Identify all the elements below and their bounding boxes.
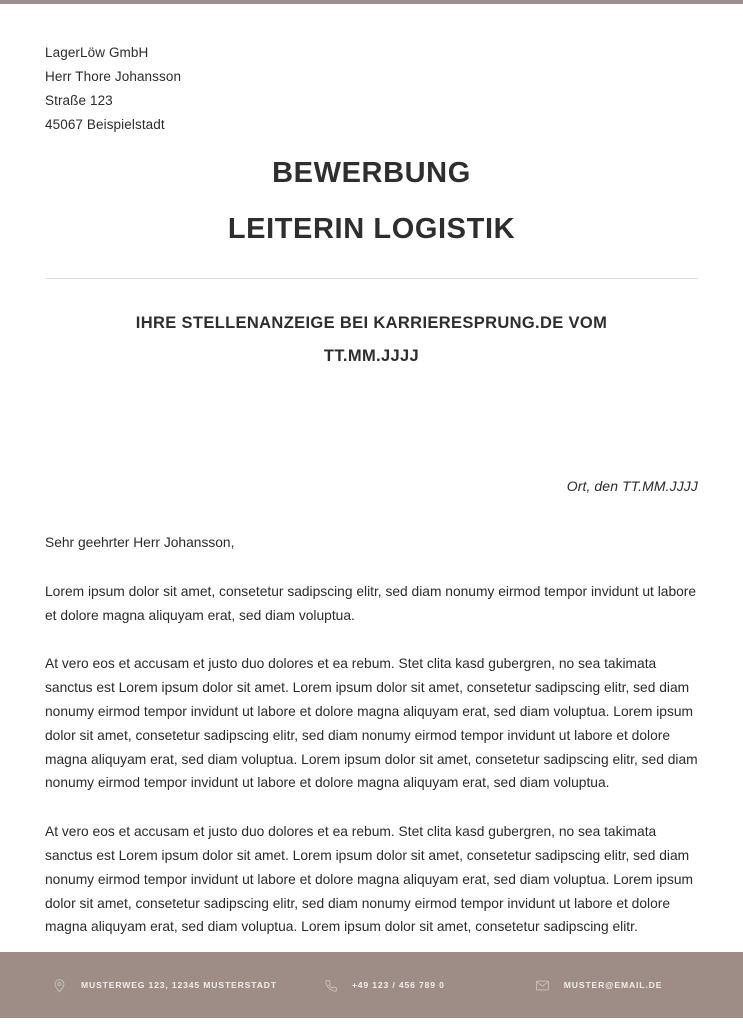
footer-address-text: MUSTERWEG 123, 12345 MUSTERSTADT [81, 980, 277, 990]
footer-email-item [535, 978, 662, 993]
footer-contact-bar [0, 952, 743, 1018]
headline-secondary: LEITERIN LOGISTIK [227, 213, 516, 245]
recipient-street: Straße 123 [45, 93, 113, 108]
subject-block [45, 307, 698, 373]
subject-line-1: IHRE STELLENANZEIGE BEI KARRIERESPRUNG.DE VOM [135, 314, 608, 332]
place-and-date: Ort, den TT.MM.JJJJ [566, 478, 698, 494]
location-pin-icon [52, 978, 67, 993]
footer-phone-text: +49 123 / 456 789 0 [351, 980, 445, 990]
letter-body [45, 531, 698, 939]
headline-divider [45, 278, 698, 279]
headline-primary: BEWERBUNG [272, 157, 471, 189]
body-paragraph: At vero eos et accusam et justo duo dolores et ea rebum. Stet clita kasd gubergren, no sea takimata sanctus est Lorem ipsum dolor sit amet. Lorem ipsum dolor sit amet, consetetur sadipscing elitr, sed diam nonumy eirmod tempor invidunt ut labore et dolore magna aliquyam erat, sed diam voluptua. Lorem ipsum dolor sit amet, consetetur sadipscing elitr, sed diam nonumy eirmod tempor invidunt ut labore et dolore magna aliquyam erat, sed diam voluptua. Lorem ipsum dolor sit amet, consetetur sadipscing elitr. [45, 824, 694, 935]
recipient-person: Herr Thore Johansson [45, 69, 182, 84]
body-paragraph: At vero eos et accusam et justo duo dolores et ea rebum. Stet clita kasd gubergren, no sea takimata sanctus est Lorem ipsum dolor sit amet. Lorem ipsum dolor sit amet, consetetur sadipscing elitr, sed diam nonumy eirmod tempor invidunt ut labore et dolore magna aliquyam erat, sed diam voluptua. Lorem ipsum dolor sit amet, consetetur sadipscing elitr, sed diam nonumy eirmod tempor invidunt ut labore et dolore magna aliquyam erat, sed diam voluptua. Lorem ipsum dolor sit amet, consetetur sadipscing elitr, sed diam nonumy eirmod tempor invidunt ut labore et dolore magna aliquyam erat, sed diam voluptua. [45, 656, 698, 791]
footer-address-item [52, 978, 277, 993]
recipient-company: LagerLöw GmbH [45, 45, 149, 60]
recipient-city: 45067 Beispielstadt [45, 117, 165, 132]
headline-block [45, 159, 698, 244]
top-accent-rule [0, 0, 743, 4]
envelope-icon [535, 978, 550, 993]
body-paragraph: Lorem ipsum dolor sit amet, consetetur sadipscing elitr, sed diam nonumy eirmod tempor invidunt ut labore et dolore magna aliquyam erat, sed diam voluptua. [45, 583, 697, 623]
subject-line-2: TT.MM.JJJJ [323, 347, 420, 365]
footer-phone-item [323, 978, 445, 993]
salutation: Sehr geehrter Herr Johansson, [45, 535, 235, 550]
footer-email-text: MUSTER@EMAIL.DE [563, 980, 663, 990]
recipient-address-block [45, 0, 698, 137]
phone-icon [323, 978, 338, 993]
